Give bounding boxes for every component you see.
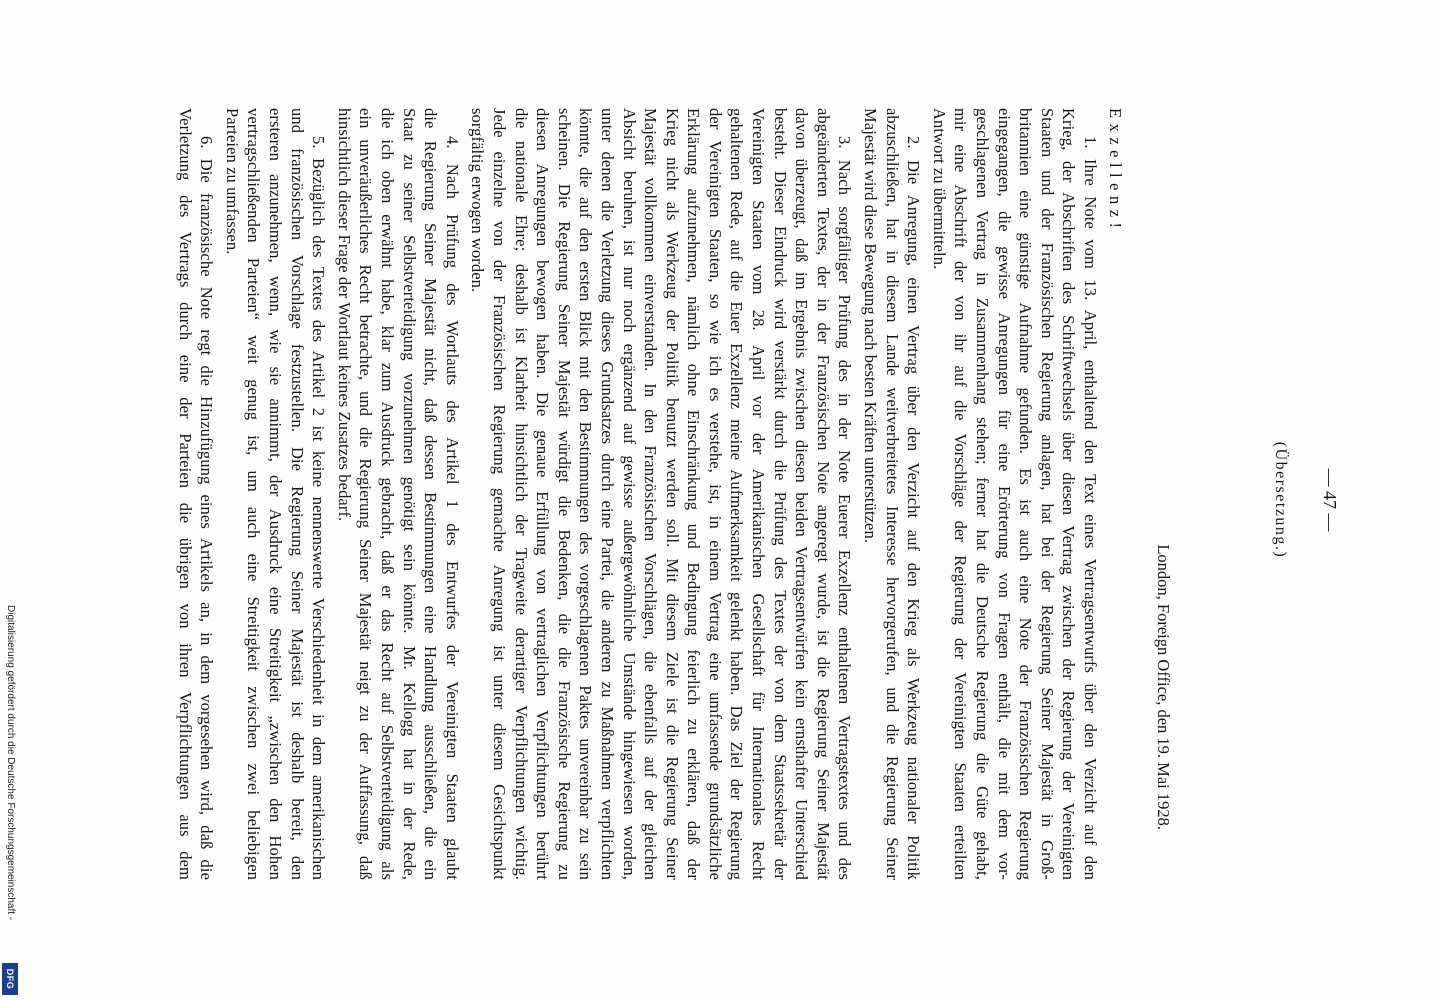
translation-note: (Übersetzung.) — [1272, 441, 1289, 559]
text-line: 6. Die französische Note regt die Hinzufügung eines Artikels an, in dem vorgesehen wird, daß die — [197, 136, 217, 880]
salutation: Exzellenz! — [1106, 108, 1125, 234]
text-line: unter denen die Verletzung dieses Grundsatzes durch eine Partei, die anderen zu Maßnahmen verpflichten — [597, 108, 617, 880]
text-line: Majestät vollkommen einverstanden. In den Französischen Vorschlägen, die ebenfalls auf der gleichen — [641, 108, 661, 880]
text-line: abgeänderten Textes, der in der Französischen Note angeregt wurde, ist die Regierung Seiner Majestät — [813, 108, 833, 880]
text-line: scheinen. Die Regierung Seiner Majestät würdigt die Bedenken, die die Französische Regierung zu — [554, 108, 574, 880]
text-line: und französischen Vorschlage festzustellen. Die Regierung Seiner Majestät ist deshalb bereit, den — [287, 108, 307, 880]
paragraph-4 — [333, 108, 463, 880]
text-line: davon überzeugt, daß im Ergebnis zwischen diesen beiden Vertragsentwürfen kein ernsthafter Unterschied — [792, 108, 812, 880]
paragraph-1 — [928, 108, 1101, 880]
text-line: die Regierung Seiner Majestät nicht, daß dessen Bestimmungen eine Handlung ausschließen, die ein — [421, 108, 441, 880]
text-line: mir eine Abschrift der von ihr auf die Vorschläge der Regierung der Vereinigten Staaten erteilten — [951, 108, 971, 880]
text-line: 5. Bezüglich des Textes des Artikel 2 ist keine nennenswerte Verschiedenheit in dem amerikanischen — [309, 136, 329, 880]
text-line: Staat zu seiner Selbstverteidigung vorzunehmen genötigt sein könnte. Mr. Kellogg hat in der Rede, — [399, 108, 419, 880]
text-line: sorgfältig erwogen worden. — [468, 108, 488, 293]
text-line: britannien eine günstige Aufnahme gefunden. Es ist auch eine Note der Französischen Regierung — [1016, 108, 1036, 880]
paragraph-2 — [859, 108, 924, 880]
text-line: 3. Nach sorgfältiger Prüfung des in der Note Euerer Exzellenz enthaltenen Vertragstextes und des — [835, 136, 855, 880]
place-date-line: London, Foreign Office, den 19. Mai 1928. — [1154, 544, 1173, 830]
text-line: Absicht beruhen, ist nur noch ergänzend auf gewisse außergewöhnliche Umstände hingewiesen worden, — [619, 108, 639, 880]
page-number: — 47 — — [1320, 468, 1340, 532]
text-line: 1. Ihre Note vom 13. April, enthaltend den Text eines Vertragsentwurfs über den Verzicht auf den — [1081, 136, 1100, 880]
digitization-credit: Digitalisierung gefördert durch die Deutsche Forschungsgemeinschaft - — [5, 605, 16, 921]
text-line: der Vereinigten Staaten, so wie ich es verstehe, ist, in einem Vertrag eine umfassende grundsätzliche — [705, 108, 725, 880]
text-line: Jede einzelne von der Französischen Regierung gemachte Anregung ist unter diesem Gesichtspunkt — [489, 108, 509, 880]
text-line: ein unveräußerliches Recht betrachte, und die Regierung Seiner Majestät neigt zu der Auffassung, daß — [356, 108, 376, 880]
text-line: Antwort zu übermitteln. — [929, 108, 949, 270]
text-line: vertragschließenden Parteien“ weit genug ist, um auch eine Streitigkeit zwischen zwei beliebigen — [244, 108, 264, 880]
text-line: Vereinigten Staaten vom 28. April vor der Amerikanischen Gesellschaft für Internationales Recht — [749, 108, 769, 880]
text-line: hinsichtlich dieser Frage der Wortlaut keines Zusatzes bedarf. — [334, 108, 354, 522]
text-line: ersteren anzunehmen, wenn, wie sie annimmt, der Ausdruck eine Streitigkeit „zwischen den Hohen — [266, 108, 286, 880]
dfg-logo-icon: DFG — [2, 963, 18, 995]
text-line: Erklärung aufzunehmen, nämlich ohne Einschränkung und Bedingung feierlich zu erklären, daß der — [684, 108, 704, 880]
text-line: Verletzung des Vertrags durch eine der Parteien die übrigen von ihren Verpflichtungen aus dem — [175, 108, 195, 880]
text-line: 4. Nach Prüfung des Wortlauts des Artikel 1 des Entwurfes der Vereinigten Staaten glaubt — [442, 136, 462, 880]
paragraph-6 — [174, 108, 217, 880]
text-line: Parteien zu umfassen. — [222, 108, 242, 255]
text-line: Krieg nicht als Werkzeug der Politik benutzt werden soll. Mit diesem Ziele ist die Regierung Seiner — [662, 108, 682, 880]
letter-body — [174, 108, 1101, 880]
text-line: diesen Anregungen bewogen haben. Die genaue Erfüllung von vertraglichen Verpflichtungen berührt — [533, 108, 553, 880]
paragraph-5 — [221, 108, 329, 880]
text-line: Krieg, der Abschriften des Schriftwechsels über diesen Vertrag zwischen der Regierung der Vereinigten — [1059, 108, 1079, 880]
text-line: könnte, die auf den ersten Blick mit den Bestimmungen des vorgeschlagenen Paktes unvereinbar zu sein — [576, 108, 596, 880]
text-line: abzuschließen, hat in diesem Lande weitverbreitetes Interesse hervorgerufen, und die Regierung Seiner — [882, 108, 902, 880]
text-line: Majestät wird diese Bewegung nach besten Kräften unterstützen. — [861, 108, 881, 544]
text-line: die ich oben erwähnt habe, klar zum Ausdruck gebracht, daß er das Recht auf Selbstverteidigung als — [378, 108, 397, 880]
text-line: geschlagenen Vertrag in Zusammenhang stehen; ferner hat die Deutsche Regierung die Güte gehabt, — [973, 108, 993, 880]
paragraph-3 — [467, 108, 856, 880]
text-line: besteht. Dieser Eindruck wird verstärkt durch die Prüfung des Textes der von dem Staatssekretär der — [770, 108, 790, 880]
text-line: Staaten und der Französischen Regierung anlagen, hat bei der Regierung Seiner Majestät in Groß- — [1037, 108, 1057, 880]
text-line: die nationale Ehre; deshalb ist Klarheit hinsichtlich der Tragweite derartiger Verpflichtungen wichtig. — [511, 108, 531, 880]
text-line: eingegangen, die gewisse Anregungen für eine Erörterung von Fragen enthält, die mit dem vor- — [994, 108, 1014, 880]
text-line: 2. Die Anregung, einen Vertrag über den Verzicht auf den Krieg als Werkzeug nationaler Politik — [904, 136, 924, 880]
text-line: gehaltenen Rede, auf die Euer Exzellenz meine Aufmerksamkeit gelenkt haben. Das Ziel der Regierung — [727, 108, 747, 880]
